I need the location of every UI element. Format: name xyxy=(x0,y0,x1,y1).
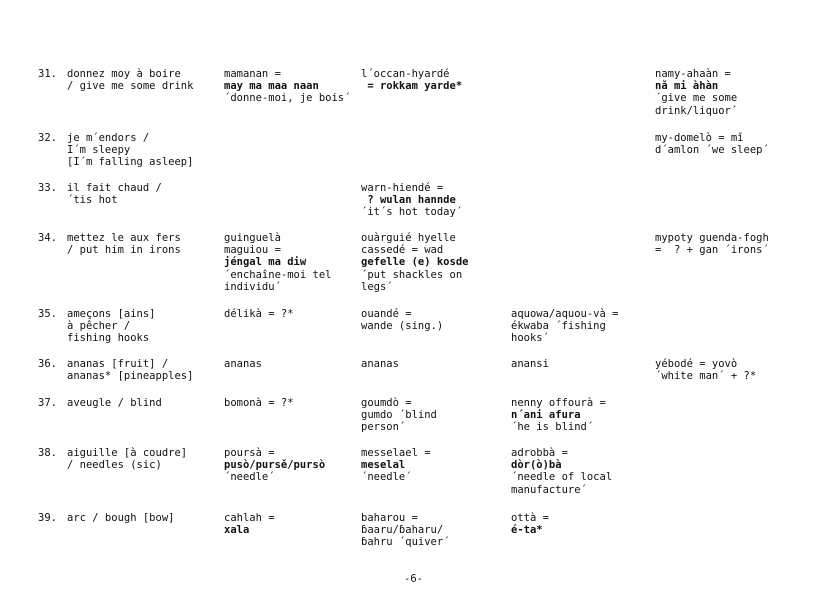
entry-text-line: jéngal ma diw xyxy=(224,256,307,269)
entry-text-line: ´put shackles on xyxy=(361,268,463,281)
col-2-column xyxy=(224,308,364,320)
entry-text-line: hooks´ xyxy=(511,332,549,345)
entry-text-line: ´needle´ xyxy=(361,471,412,484)
col-3-column xyxy=(361,447,506,484)
entry-text-line: legs´ xyxy=(361,280,393,293)
col-2-column xyxy=(224,232,364,293)
entry-text-line: aquowa/aquou-và = xyxy=(511,308,619,320)
entry-text-line: my-domelò = mǐ xyxy=(655,132,744,144)
entry-text-line: fishing hooks xyxy=(67,332,150,345)
entry-text-line: bomonà = ?* xyxy=(224,397,294,409)
entry-text-line: goumdò = xyxy=(361,397,412,409)
col-2-column xyxy=(224,358,364,370)
entry-text-line: individu´ xyxy=(224,280,281,293)
entry-text-line: manufacture´ xyxy=(511,483,587,496)
entry-text-line: je m´endors / xyxy=(67,132,150,144)
entry-text-line: ´give me some xyxy=(655,92,738,105)
entry-text-line: délikà = ?* xyxy=(224,308,294,320)
entry-text-line: mamanan = xyxy=(224,68,281,80)
col-4-column xyxy=(511,447,646,496)
page-number: -6- xyxy=(404,573,423,585)
entry-text-line: yébodé = yovò xyxy=(655,358,738,370)
entry-text-line: ´he is blind´ xyxy=(511,421,594,434)
entry-text-line: ouandé = xyxy=(361,308,412,320)
col-5-column xyxy=(655,132,815,156)
col-5-column xyxy=(655,358,815,382)
col-4-column xyxy=(511,308,646,345)
entry-text-line: gumdo ´blind xyxy=(361,409,437,422)
entry-text-line: ananas* [pineapples] xyxy=(67,370,194,383)
entry-text-line: ananas xyxy=(361,358,399,370)
french-english-column xyxy=(67,512,217,524)
entry-text-line: mypoty guenda-fogh xyxy=(655,232,769,244)
entry-text-line: nǎ mi àhàn xyxy=(655,80,719,93)
entry-text-line: é-ta* xyxy=(511,524,543,537)
col-2-column xyxy=(224,68,364,105)
entry-text-line: ? wulan hannde xyxy=(361,194,456,207)
entry-text-line: ´white man´ + ?* xyxy=(655,370,757,383)
col-3-column xyxy=(361,182,506,219)
entry-number: 36. xyxy=(38,358,57,370)
col-3-column xyxy=(361,308,506,332)
col-2-column xyxy=(224,447,364,484)
col-5-column xyxy=(655,232,815,256)
entry-text-line: ɓaaru/ɓaharu/ xyxy=(361,524,444,537)
entry-text-line: adrobbà = xyxy=(511,447,568,459)
entry-text-line: nenny offourà = xyxy=(511,397,606,409)
entry-text-line: aveugle / blind xyxy=(67,397,162,409)
col-4-column xyxy=(511,397,646,434)
entry-text-line: à pêcher / xyxy=(67,320,131,333)
entry-text-line: wande (sing.) xyxy=(361,320,444,333)
entry-text-line: ottà = xyxy=(511,512,549,524)
entry-text-line: drink/liquor´ xyxy=(655,104,738,117)
entry-text-line: baharou = xyxy=(361,512,418,524)
entry-number: 39. xyxy=(38,512,57,524)
col-5-column xyxy=(655,68,815,117)
french-english-column xyxy=(67,308,217,345)
col-3-column xyxy=(361,232,506,293)
entry-text-line: namy-ahaàn = xyxy=(655,68,731,80)
entry-text-line: arc / bough [bow] xyxy=(67,512,175,524)
entry-text-line: ´enchaîne-moi tel xyxy=(224,268,332,281)
entry-text-line: anansi xyxy=(511,358,549,370)
entry-number: 32. xyxy=(38,132,57,144)
entry-text-line: person´ xyxy=(361,421,406,434)
entry-text-line: cassedé = wad xyxy=(361,244,444,257)
col-4-column xyxy=(511,358,646,370)
entry-text-line: mettez le aux fers xyxy=(67,232,181,244)
french-english-column xyxy=(67,358,217,382)
entry-text-line: cahlah = xyxy=(224,512,275,524)
entry-number: 34. xyxy=(38,232,57,244)
french-english-column xyxy=(67,447,217,471)
entry-text-line: I´m sleepy xyxy=(67,144,131,157)
entry-text-line: messelael = xyxy=(361,447,431,459)
entry-text-line: ékwaba ´fishing xyxy=(511,320,606,333)
col-4-column xyxy=(511,512,646,536)
entry-text-line: [I´m falling asleep] xyxy=(67,156,194,169)
entry-text-line: d´amlon ´we sleep´ xyxy=(655,144,769,157)
entry-text-line: donnez moy à boire xyxy=(67,68,181,80)
entry-text-line: ouàrguié hyelle xyxy=(361,232,456,244)
entry-number: 35. xyxy=(38,308,57,320)
french-english-column xyxy=(67,232,217,256)
entry-text-line: gefelle (e) kosde xyxy=(361,256,469,269)
entry-number: 38. xyxy=(38,447,57,459)
entry-text-line: / needles (sic) xyxy=(67,459,162,472)
entry-text-line: pusò/pursě/pursò xyxy=(224,459,326,472)
entry-text-line: / put him in irons xyxy=(67,244,181,257)
entry-number: 33. xyxy=(38,182,57,194)
entry-text-line: ´donne-moi, je bois´ xyxy=(224,92,351,105)
entry-number: 37. xyxy=(38,397,57,409)
entry-text-line: = rokkam yarde* xyxy=(361,80,463,93)
entry-text-line: ameçons [ains] xyxy=(67,308,156,320)
entry-text-line: l´occan-hyardé xyxy=(361,68,450,80)
entry-text-line: maguiou = xyxy=(224,244,281,257)
french-english-column xyxy=(67,68,217,92)
col-2-column xyxy=(224,512,364,536)
entry-text-line: ´needle´ xyxy=(224,471,275,484)
entry-text-line: meselal xyxy=(361,459,406,472)
entry-text-line: ananas xyxy=(224,358,262,370)
french-english-column xyxy=(67,132,217,169)
col-3-column xyxy=(361,68,506,92)
col-3-column xyxy=(361,512,506,549)
entry-text-line: poursà = xyxy=(224,447,275,459)
entry-text-line: / give me some drink xyxy=(67,80,194,93)
entry-text-line: ´tis hot xyxy=(67,194,118,207)
col-3-column xyxy=(361,397,506,434)
entry-text-line: il fait chaud / xyxy=(67,182,162,194)
col-3-column xyxy=(361,358,506,370)
entry-text-line: = ? + gan ´irons´ xyxy=(655,244,769,257)
entry-text-line: warn-hiendé = xyxy=(361,182,444,194)
col-2-column xyxy=(224,397,364,409)
french-english-column xyxy=(67,182,217,206)
entry-text-line: ɓahru ´quiver´ xyxy=(361,536,450,549)
entry-text-line: ´needle of local xyxy=(511,471,613,484)
entry-text-line: ananas [fruit] / xyxy=(67,358,169,370)
french-english-column xyxy=(67,397,217,409)
entry-text-line: may ma maa naan xyxy=(224,80,319,93)
entry-text-line: guinguelà xyxy=(224,232,281,244)
entry-number: 31. xyxy=(38,68,57,80)
entry-text-line: aiguille [à coudre] xyxy=(67,447,188,459)
entry-text-line: xala xyxy=(224,524,250,537)
entry-text-line: ´it´s hot today´ xyxy=(361,206,463,219)
entry-text-line: n´ani afura xyxy=(511,409,581,422)
entry-text-line: dòr(ò)bà xyxy=(511,459,562,472)
